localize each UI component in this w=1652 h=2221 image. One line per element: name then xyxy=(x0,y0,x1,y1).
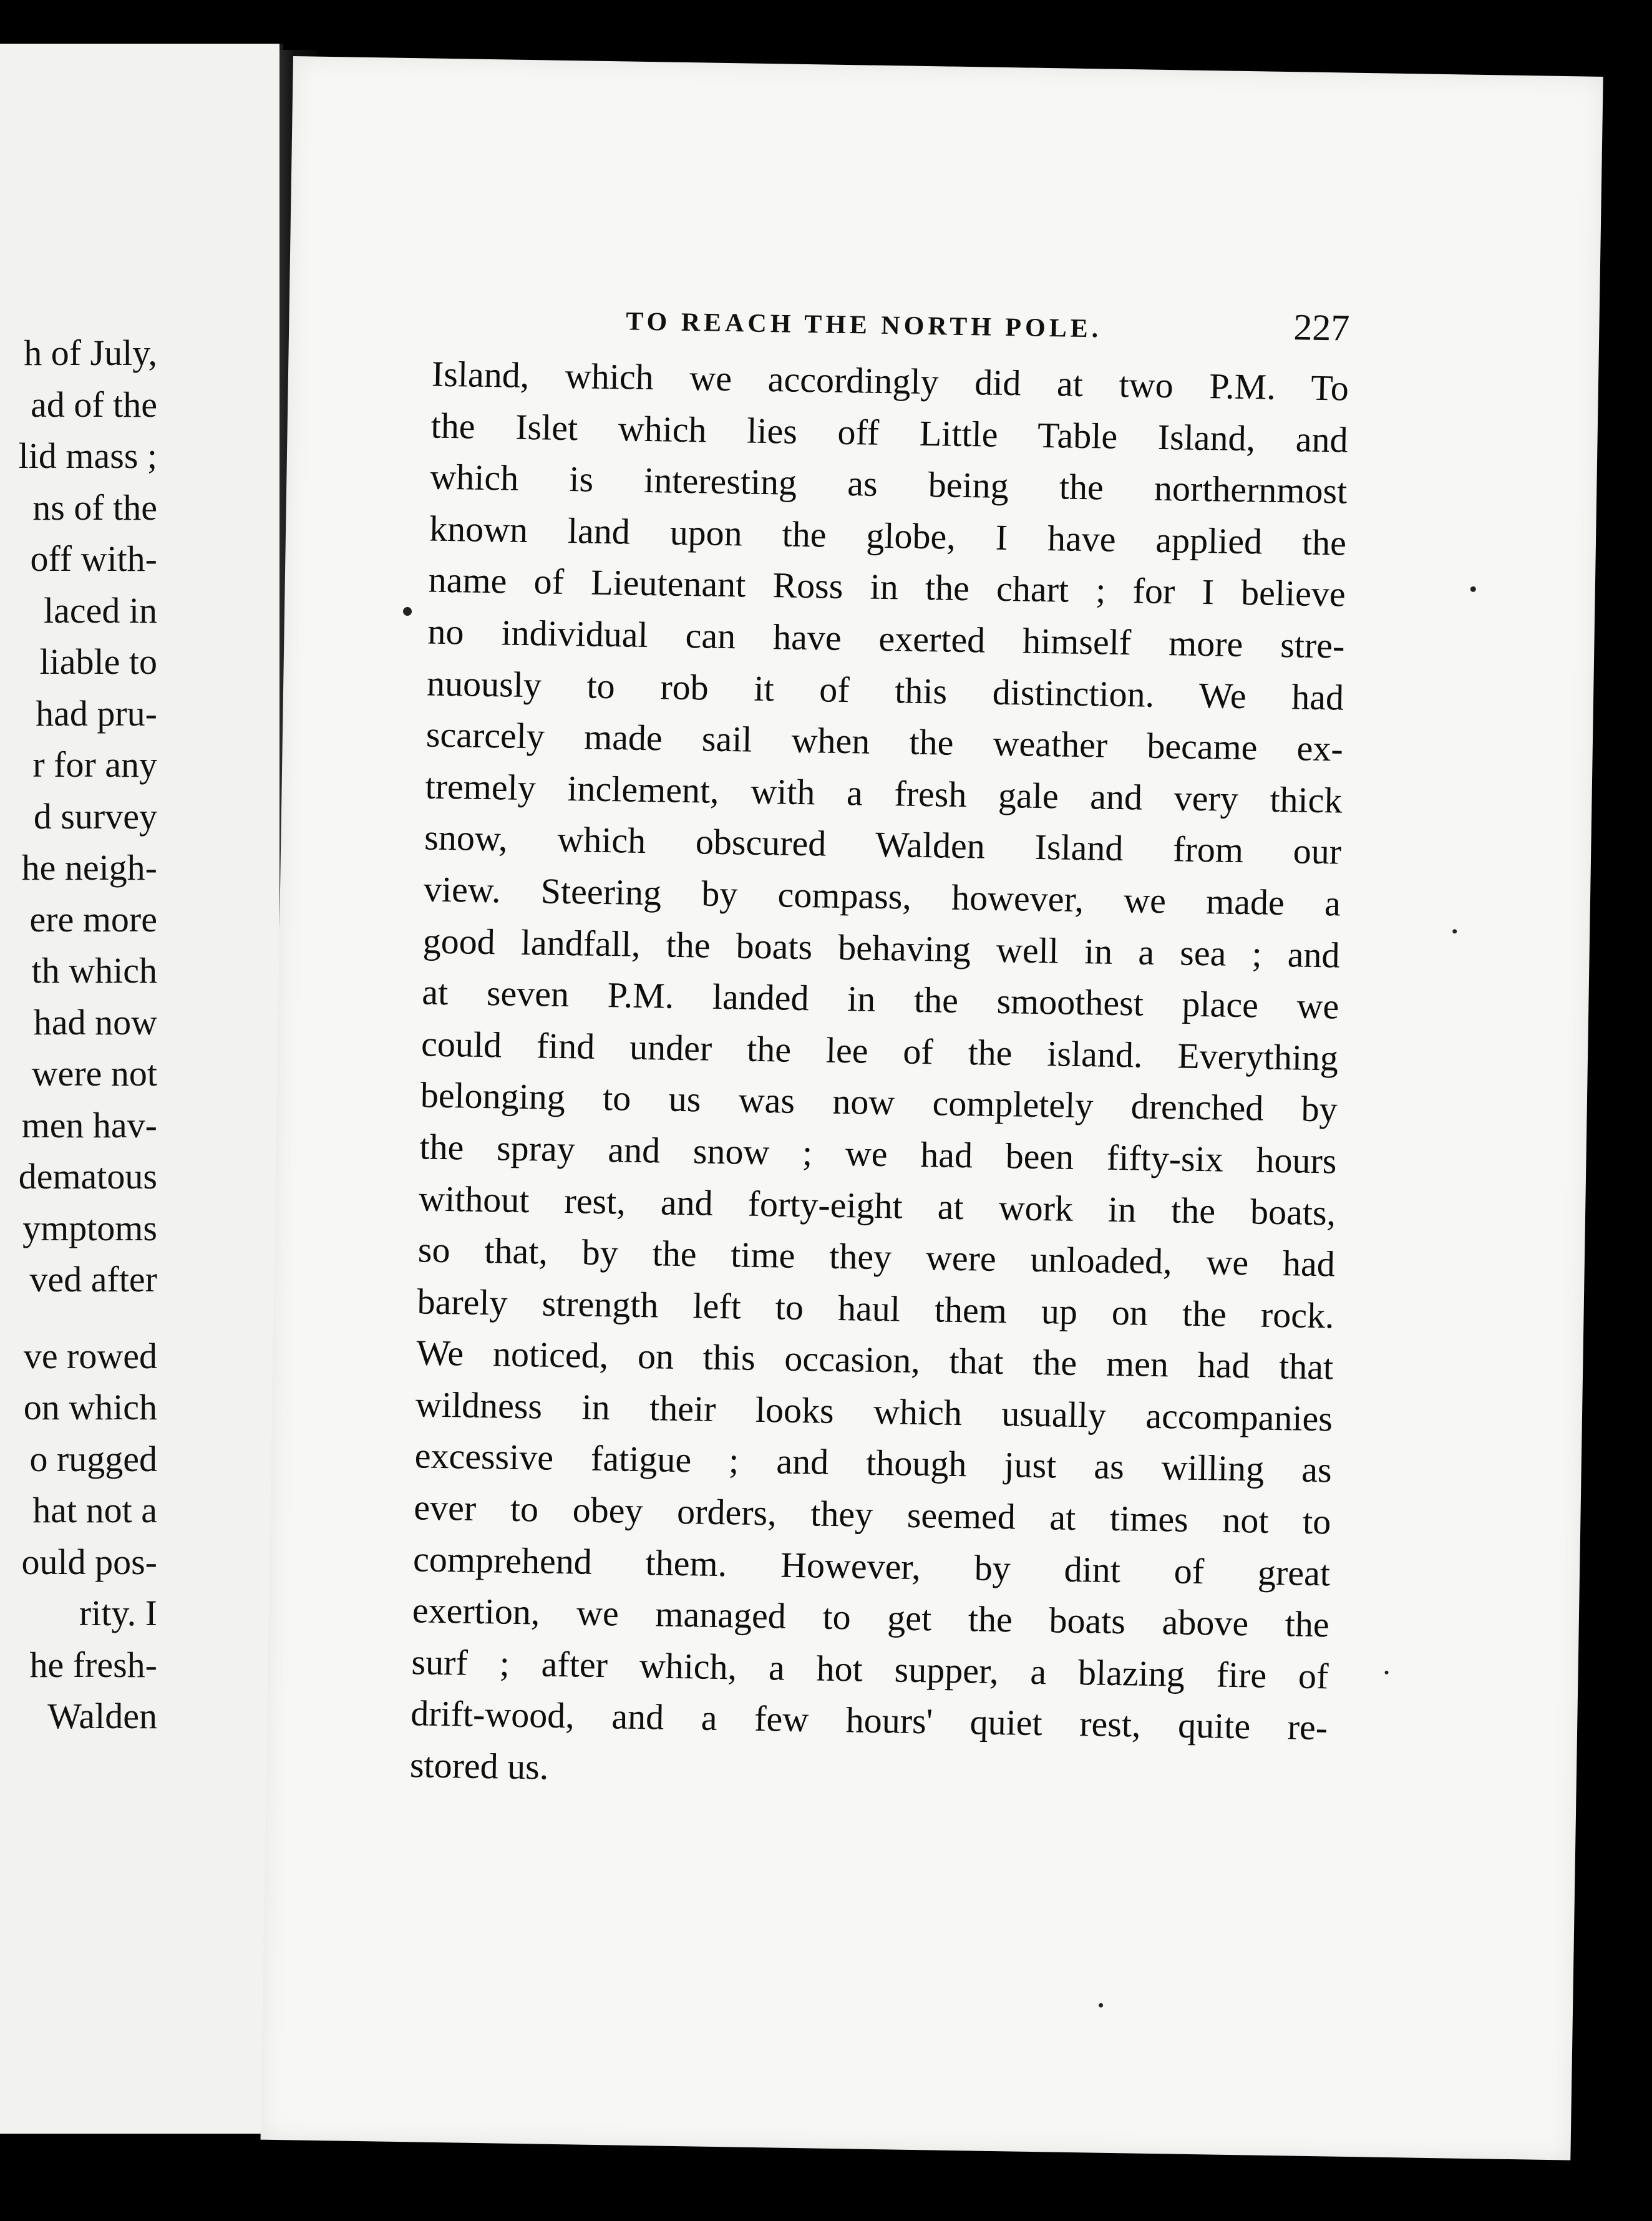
text-line: comprehend them. However, by dint of great xyxy=(412,1538,1331,1594)
previous-page-line: th which xyxy=(31,950,157,991)
text-line: exertion, we managed to get the boats above the xyxy=(412,1590,1330,1645)
previous-page-line: d survey xyxy=(33,795,157,837)
previous-page-line: ns of the xyxy=(32,487,157,528)
previous-page-fragment xyxy=(0,44,283,2134)
text-line: We noticed, on this occasion, that the men had that xyxy=(415,1332,1334,1388)
previous-page-line: had pru- xyxy=(36,693,157,734)
text-line: Island, which we accordingly did at two P.M. To xyxy=(431,353,1349,409)
text-line: view. Steering by compass, however, we made a xyxy=(423,868,1341,924)
previous-page-line: ved after xyxy=(29,1259,157,1300)
previous-page-line: on which xyxy=(23,1387,157,1427)
previous-page-line: laced in xyxy=(44,590,157,631)
ink-speck xyxy=(1384,1671,1388,1674)
previous-page-line: ve rowed xyxy=(23,1335,157,1376)
text-line: the spray and snow ; we had been fifty-six hours xyxy=(419,1126,1337,1182)
page-content xyxy=(409,293,1350,1805)
previous-page-line: had now xyxy=(33,1001,157,1042)
text-line: good landfall, the boats behaving well in a sea ; and xyxy=(422,920,1341,976)
ink-speck xyxy=(1470,586,1476,592)
text-line: stored us. xyxy=(409,1744,549,1787)
previous-page-line: dematous xyxy=(18,1156,157,1197)
text-line: ever to obey orders, they seemed at times not to xyxy=(413,1487,1331,1542)
ink-speck xyxy=(1099,2003,1103,2008)
text-line: nuously to rob it of this distinction. We had xyxy=(426,663,1344,718)
text-line: belonging to us was now completely drenched by xyxy=(420,1074,1338,1130)
previous-page-line: o rugged xyxy=(29,1438,157,1479)
text-line: excessive fatigue ; and though just as willing as xyxy=(414,1435,1333,1490)
text-line: surf ; after which, a hot supper, a blazing fire of xyxy=(411,1641,1329,1697)
previous-page-line: men hav- xyxy=(21,1104,157,1145)
text-line: which is interesting as being the northernmost xyxy=(429,456,1348,512)
previous-page-line: off with- xyxy=(30,538,157,579)
page-number: 227 xyxy=(1293,306,1350,349)
text-line: wildness in their looks which usually accompanies xyxy=(415,1384,1333,1439)
previous-page-line: he fresh- xyxy=(29,1644,157,1685)
ink-speck xyxy=(1452,929,1457,933)
text-line: name of Lieutenant Ross in the chart ; for I believe xyxy=(428,559,1346,615)
previous-page-line: lid mass ; xyxy=(18,435,157,476)
running-title: TO REACH THE NORTH POLE. xyxy=(626,307,1102,344)
text-line: the Islet which lies off Little Table Island, and xyxy=(430,405,1349,460)
previous-page-line: he neigh- xyxy=(21,847,157,888)
text-line: scarcely made sail when the weather became ex- xyxy=(425,714,1344,769)
previous-page-line: ymptoms xyxy=(22,1207,157,1248)
previous-page-line: hat not a xyxy=(32,1490,157,1530)
ink-speck xyxy=(403,607,412,616)
previous-page-line: ere more xyxy=(29,898,157,940)
previous-page-line: rity. I xyxy=(79,1593,157,1633)
paragraph-gap xyxy=(0,1306,157,1331)
text-line: snow, which obscured Walden Island from our xyxy=(424,817,1342,872)
text-line: known land upon the globe, I have applied the xyxy=(429,508,1347,563)
previous-page-line: ould pos- xyxy=(21,1541,157,1582)
text-line: so that, by the time they were unloaded, we had xyxy=(417,1229,1336,1285)
text-line: no individual can have exerted himself more stre- xyxy=(427,611,1345,666)
text-line: drift-wood, and a few hours' quiet rest, quite re- xyxy=(410,1693,1328,1748)
book-page xyxy=(261,56,1603,2160)
text-line: barely strength left to haul them up on the rock. xyxy=(417,1281,1335,1336)
previous-page-line: h of July, xyxy=(24,333,157,373)
previous-page-line: Walden xyxy=(47,1696,157,1736)
text-line: could find under the lee of the island. Everything xyxy=(420,1023,1339,1079)
previous-page-text xyxy=(0,328,157,1742)
previous-page-line: were not xyxy=(31,1053,157,1094)
body-text xyxy=(409,349,1349,1805)
text-line: tremely inclement, with a fresh gale and very thick xyxy=(425,765,1343,821)
previous-page-line: r for any xyxy=(32,744,157,785)
previous-page-line: ad of the xyxy=(31,384,157,425)
text-line: without rest, and forty-eight at work in the boats, xyxy=(418,1177,1336,1233)
previous-page-line: liable to xyxy=(39,641,157,682)
text-line: at seven P.M. landed in the smoothest place we xyxy=(421,971,1339,1027)
